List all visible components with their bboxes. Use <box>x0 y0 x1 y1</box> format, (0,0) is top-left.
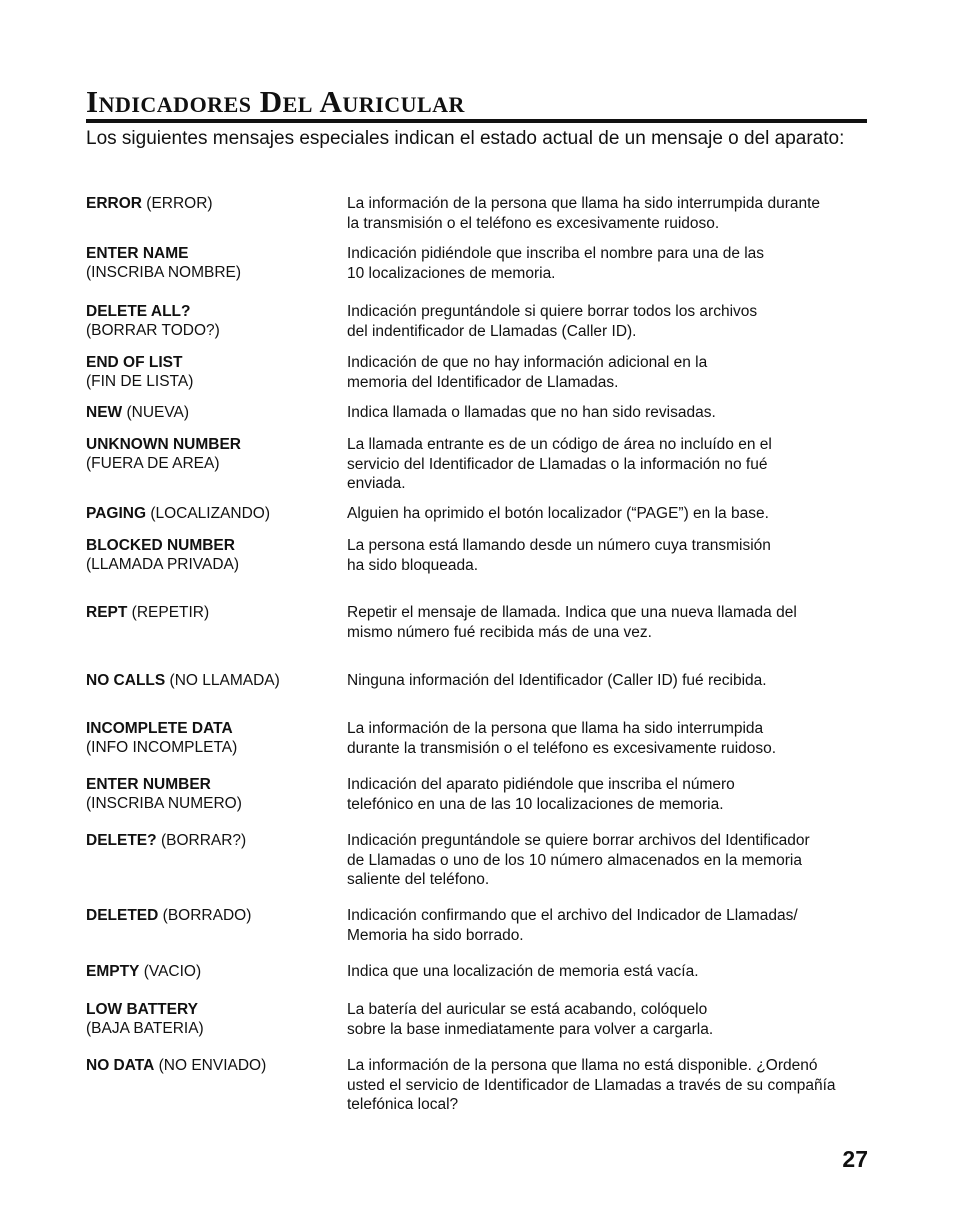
description-line: Indicación pidiéndole que inscriba el nombre para una de las <box>347 245 765 262</box>
indicator-term <box>86 353 341 391</box>
indicator-term <box>86 831 341 850</box>
indicator-description <box>347 671 867 691</box>
description-line: del indentificador de Llamadas (Caller ID). <box>347 322 637 340</box>
description-line: Repetir el mensaje de llamada. Indica que una nueva llamada del <box>347 604 797 621</box>
indicator-description <box>347 962 867 982</box>
indicator-translation: (FUERA DE AREA) <box>86 455 220 472</box>
indicator-term <box>86 962 341 981</box>
indicator-term <box>86 194 341 213</box>
indicator-term <box>86 1056 341 1075</box>
description-line: Indicación de que no hay información adicional en la <box>347 354 708 371</box>
indicator-code: ENTER NUMBER <box>86 776 211 793</box>
indicator-term <box>86 302 341 340</box>
indicator-description <box>347 1000 867 1039</box>
indicator-translation: (BORRAR?) <box>160 832 247 849</box>
indicator-code: ENTER NAME <box>86 245 189 262</box>
indicator-code: UNKNOWN NUMBER <box>86 436 241 453</box>
indicator-translation: (ERROR) <box>146 195 213 212</box>
indicator-code: INCOMPLETE DATA <box>86 720 233 737</box>
description-line: Indicación preguntándole si quiere borrar todos los archivos <box>347 303 758 320</box>
description-line: enviada. <box>347 475 406 492</box>
indicator-description <box>347 906 867 945</box>
indicator-description <box>347 775 867 814</box>
indicator-description <box>347 504 867 524</box>
description-line: Indicación confirmando que el archivo del Indicador de Llamadas/ <box>347 907 798 924</box>
indicator-translation: (FIN DE LISTA) <box>86 373 194 390</box>
description-line: Indicación preguntándole se quiere borrar archivos del Identificador <box>347 832 810 849</box>
indicator-translation: (NO LLAMADA) <box>169 672 280 689</box>
description-line: Indica llamada o llamadas que no han sido revisadas. <box>347 404 716 421</box>
description-line: La llamada entrante es de un código de área no incluído en el <box>347 436 772 453</box>
page-number: 27 <box>842 1146 868 1172</box>
indicator-code: BLOCKED NUMBER <box>86 537 235 554</box>
indicator-term <box>86 504 341 523</box>
indicator-translation: (INSCRIBA NUMERO) <box>86 795 242 812</box>
description-line: durante la transmisión o el teléfono es excesivamente ruidoso. <box>347 739 777 757</box>
indicator-translation: (REPETIR) <box>131 604 210 621</box>
description-line: La información de la persona que llama ha sido interrumpida <box>347 720 764 737</box>
indicator-description <box>347 435 867 494</box>
indicator-term <box>86 435 341 473</box>
title-rule <box>86 119 867 123</box>
indicator-code: DELETED <box>86 907 159 924</box>
indicator-description <box>347 536 867 575</box>
indicator-description <box>347 403 867 423</box>
indicator-translation: (INFO INCOMPLETA) <box>86 739 238 756</box>
description-line: La información de la persona que llama no está disponible. ¿Ordenó <box>347 1057 818 1074</box>
indicator-translation: (VACIO) <box>143 963 202 980</box>
indicator-code: EMPTY <box>86 963 140 980</box>
indicator-translation: (LOCALIZANDO) <box>150 505 271 522</box>
indicator-translation: (BORRADO) <box>162 907 252 924</box>
indicator-term <box>86 403 341 422</box>
description-line: Indica que una localización de memoria está vacía. <box>347 963 699 980</box>
description-line: telefónico en una de las 10 localizaciones de memoria. <box>347 795 724 813</box>
indicator-description <box>347 302 867 341</box>
indicator-code: REPT <box>86 604 128 621</box>
indicator-term <box>86 719 341 757</box>
indicator-code: ERROR <box>86 195 142 212</box>
description-line: ha sido bloqueada. <box>347 556 479 574</box>
indicator-term <box>86 775 341 813</box>
indicator-term <box>86 536 341 574</box>
indicator-code: NEW <box>86 404 123 421</box>
indicator-description <box>347 719 867 758</box>
indicator-translation: (NO ENVIADO) <box>158 1057 267 1074</box>
indicator-code: PAGING <box>86 505 146 522</box>
indicator-description <box>347 1056 867 1115</box>
description-line: servicio del Identificador de Llamadas o la información no fué <box>347 455 768 473</box>
description-line: Ninguna información del Identificador (Caller ID) fué recibida. <box>347 672 767 689</box>
indicator-term <box>86 244 341 282</box>
indicator-description <box>347 831 867 890</box>
description-line: la transmisión o el teléfono es excesivamente ruidoso. <box>347 214 720 232</box>
indicator-description <box>347 353 867 392</box>
indicator-translation: (NUEVA) <box>126 404 190 421</box>
description-line: 10 localizaciones de memoria. <box>347 264 556 282</box>
description-line: Indicación del aparato pidiéndole que inscriba el número <box>347 776 735 793</box>
indicator-term <box>86 906 341 925</box>
description-line: La batería del auricular se está acabando, colóquelo <box>347 1001 708 1018</box>
indicator-term <box>86 1000 341 1038</box>
description-line: de Llamadas o uno de los 10 número almacenados en la memoria <box>347 851 802 869</box>
indicator-code: DELETE ALL? <box>86 303 191 320</box>
description-line: Memoria ha sido borrado. <box>347 926 524 944</box>
description-line: Alguien ha oprimido el botón localizador (“PAGE”) en la base. <box>347 505 769 522</box>
indicator-description <box>347 244 867 283</box>
description-line: usted el servicio de Identificador de Llamadas a través de su compañía <box>347 1076 836 1094</box>
description-line: mismo número fué recibida más de una vez. <box>347 623 652 641</box>
indicator-translation: (INSCRIBA NOMBRE) <box>86 264 242 281</box>
description-line: memoria del Identificador de Llamadas. <box>347 373 619 391</box>
indicator-translation: (BAJA BATERIA) <box>86 1020 204 1037</box>
indicator-translation: (BORRAR TODO?) <box>86 322 220 339</box>
intro-paragraph: Los siguientes mensajes especiales indican el estado actual de un mensaje o del aparato: <box>86 128 845 149</box>
description-line: sobre la base inmediatamente para volver a cargarla. <box>347 1020 714 1038</box>
indicator-description <box>347 603 867 642</box>
indicator-code: END OF LIST <box>86 354 183 371</box>
description-line: La persona está llamando desde un número cuya transmisión <box>347 537 771 554</box>
indicator-code: LOW BATTERY <box>86 1001 198 1018</box>
indicator-code: NO DATA <box>86 1057 155 1074</box>
description-line: saliente del teléfono. <box>347 871 490 888</box>
description-line: telefónica local? <box>347 1096 459 1113</box>
page-title: Indicadores Del Auricular <box>86 84 465 119</box>
indicator-code: NO CALLS <box>86 672 166 689</box>
description-line: La información de la persona que llama ha sido interrumpida durante <box>347 195 821 212</box>
indicator-term <box>86 671 341 690</box>
indicator-term <box>86 603 341 622</box>
indicator-translation: (LLAMADA PRIVADA) <box>86 556 240 573</box>
indicator-code: DELETE? <box>86 832 157 849</box>
indicator-description <box>347 194 867 233</box>
